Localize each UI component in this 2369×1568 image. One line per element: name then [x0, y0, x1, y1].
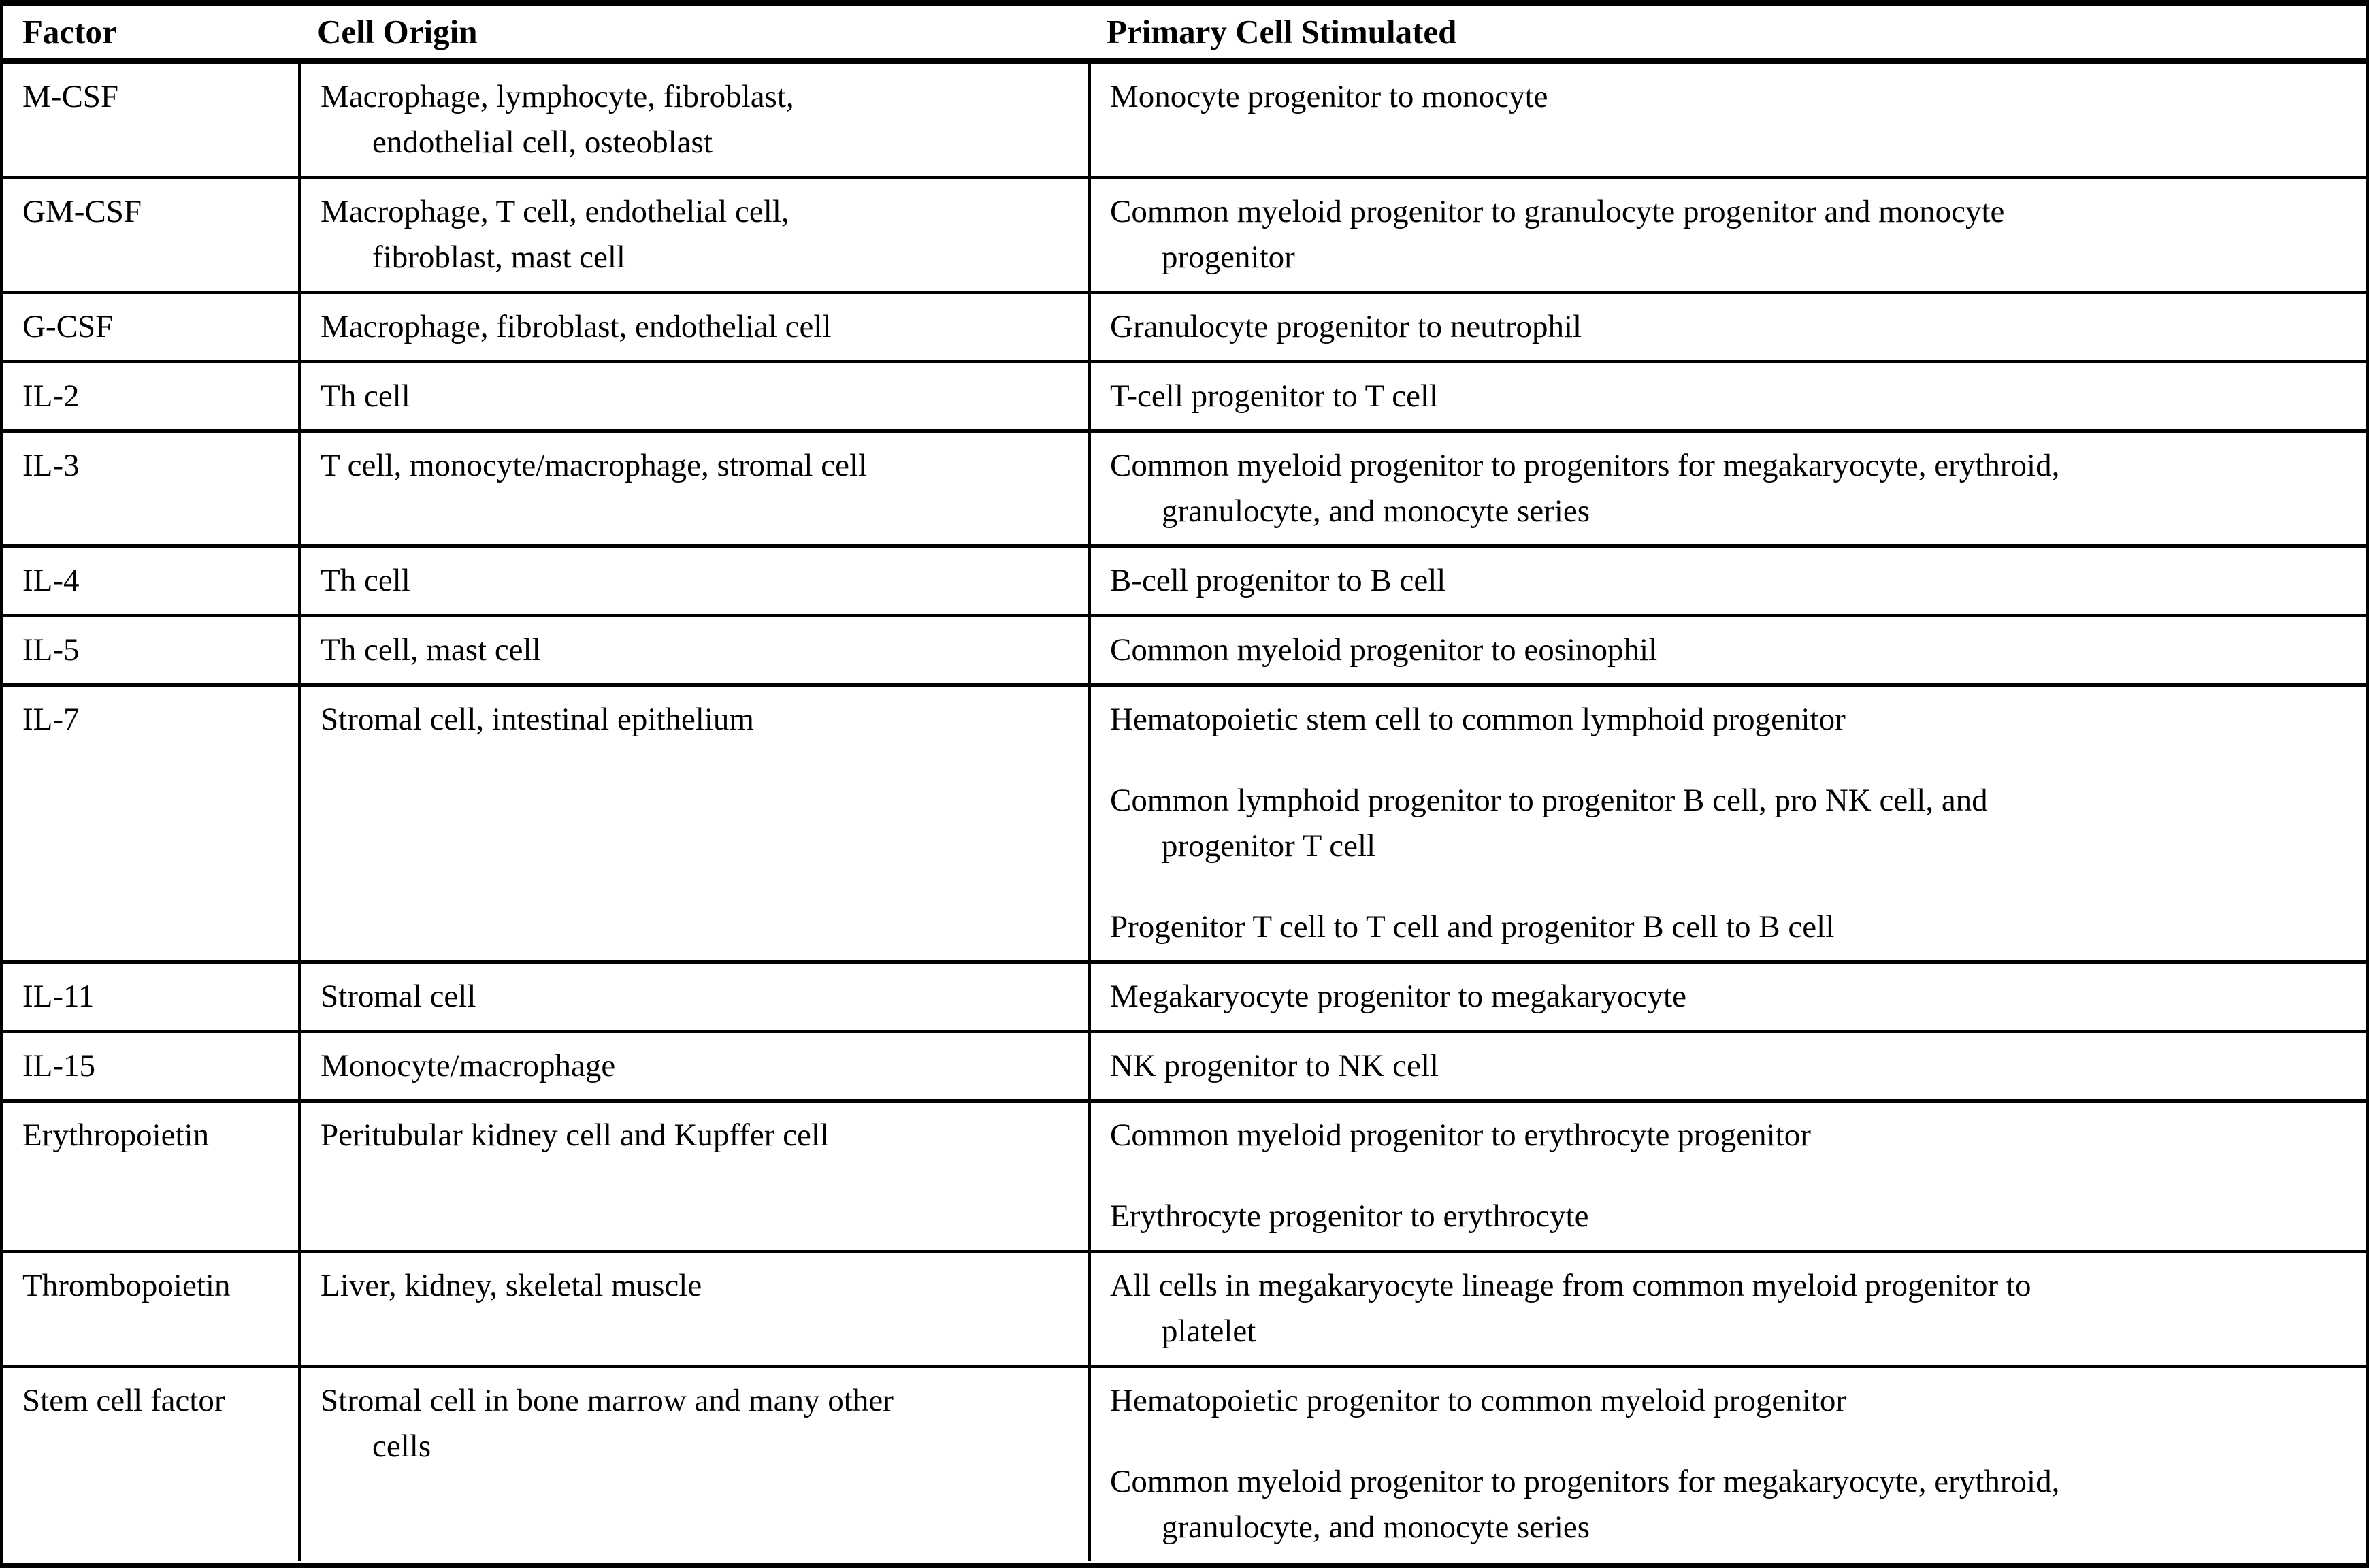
text-line: granulocyte, and monocyte series — [1162, 493, 1590, 529]
paragraph — [1110, 1263, 2352, 1354]
text-line: Liver, kidney, skeletal muscle — [321, 1268, 702, 1303]
text-line: T cell, monocyte/macrophage, stromal cell — [321, 448, 868, 483]
cell-origin-cell — [298, 1033, 1088, 1099]
table-row — [3, 1365, 2366, 1561]
paragraph — [1110, 1113, 2352, 1158]
cell-origin-cell — [298, 294, 1088, 360]
column-header-cell-origin: Cell Origin — [317, 13, 478, 50]
text-line: progenitor T cell — [1162, 828, 1376, 864]
factor-cell: IL-7 — [22, 702, 80, 737]
paragraph — [1110, 189, 2352, 280]
primary-cell-stimulated-cell — [1088, 64, 2366, 176]
text-line: Common myeloid progenitor to progenitors for megakaryocyte, erythroid, — [1110, 448, 2060, 483]
table-row — [3, 1099, 2366, 1250]
paragraph — [321, 1113, 1074, 1158]
factor-cell: Thrombopoietin — [22, 1268, 231, 1303]
factor-cell: IL-3 — [22, 448, 80, 483]
text-line: Progenitor T cell to T cell and progenitor B cell to B cell — [1110, 909, 1835, 945]
text-line: Stromal cell — [321, 979, 476, 1014]
paragraph — [321, 1263, 1074, 1309]
factor-cell: IL-15 — [22, 1048, 96, 1083]
text-line: granulocyte, and monocyte series — [1162, 1509, 1590, 1545]
text-line: Macrophage, T cell, endothelial cell, — [321, 194, 789, 229]
table-body — [3, 64, 2366, 1561]
cell-origin-cell — [298, 617, 1088, 683]
cell-origin-cell — [298, 687, 1088, 960]
text-line: Megakaryocyte progenitor to megakaryocyte — [1110, 979, 1686, 1014]
text-line: progenitor — [1162, 240, 1295, 275]
text-line: NK progenitor to NK cell — [1110, 1048, 1439, 1083]
factor-cell: IL-5 — [22, 632, 80, 668]
paragraph — [1110, 904, 2352, 950]
primary-cell-stimulated-cell — [1088, 617, 2366, 683]
text-line: Granulocyte progenitor to neutrophil — [1110, 309, 1582, 344]
text-line: Common myeloid progenitor to erythrocyte progenitor — [1110, 1117, 1811, 1153]
table-row — [3, 291, 2366, 360]
primary-cell-stimulated-cell — [1088, 687, 2366, 960]
paragraph — [1110, 1043, 2352, 1089]
primary-cell-stimulated-cell — [1088, 964, 2366, 1030]
primary-cell-stimulated-cell — [1088, 179, 2366, 291]
cell-origin-cell — [298, 548, 1088, 614]
text-line: cells — [372, 1428, 431, 1464]
paragraph — [321, 374, 1074, 419]
paragraph — [1110, 1459, 2352, 1550]
paragraph — [1110, 627, 2352, 673]
text-line: fibroblast, mast cell — [372, 240, 625, 275]
primary-cell-stimulated-cell — [1088, 1102, 2366, 1250]
text-line: Stromal cell in bone marrow and many other — [321, 1383, 894, 1418]
factor-cell: IL-2 — [22, 378, 80, 414]
text-line: Hematopoietic progenitor to common myeloid progenitor — [1110, 1383, 1847, 1418]
paragraph — [321, 974, 1074, 1019]
table-row — [3, 614, 2366, 683]
cell-origin-cell — [298, 433, 1088, 544]
factor-cell: Stem cell factor — [22, 1383, 225, 1418]
text-line: All cells in megakaryocyte lineage from common myeloid progenitor to — [1110, 1268, 2031, 1303]
column-header-primary-cell-stimulated: Primary Cell Stimulated — [1107, 13, 1457, 50]
text-line: T-cell progenitor to T cell — [1110, 378, 1439, 414]
text-line: B-cell progenitor to B cell — [1110, 563, 1446, 598]
factor-cell: IL-4 — [22, 563, 80, 598]
table-row — [3, 176, 2366, 291]
table-row — [3, 960, 2366, 1030]
factor-cell: G-CSF — [22, 309, 114, 344]
paragraph — [1110, 1378, 2352, 1424]
cell-origin-cell — [298, 64, 1088, 176]
paragraph — [321, 443, 1074, 489]
text-line: endothelial cell, osteoblast — [372, 125, 713, 160]
table-row — [3, 1250, 2366, 1365]
paragraph — [1110, 1194, 2352, 1239]
paragraph — [321, 74, 1074, 165]
text-line: Erythrocyte progenitor to erythrocyte — [1110, 1198, 1589, 1234]
text-line: Macrophage, fibroblast, endothelial cell — [321, 309, 832, 344]
factor-cell: Erythropoietin — [22, 1117, 210, 1153]
primary-cell-stimulated-cell — [1088, 548, 2366, 614]
text-line: Macrophage, lymphocyte, fibroblast, — [321, 79, 794, 114]
table-row — [3, 544, 2366, 614]
paragraph — [321, 627, 1074, 673]
text-line: Th cell, mast cell — [321, 632, 541, 668]
primary-cell-stimulated-cell — [1088, 1368, 2366, 1561]
table-row — [3, 64, 2366, 176]
cell-origin-cell — [298, 363, 1088, 429]
text-line: Monocyte progenitor to monocyte — [1110, 79, 1548, 114]
text-line: Common lymphoid progenitor to progenitor B cell, pro NK cell, and — [1110, 783, 1988, 818]
paragraph — [1110, 374, 2352, 419]
text-line: Stromal cell, intestinal epithelium — [321, 702, 754, 737]
paragraph — [1110, 778, 2352, 869]
text-line: platelet — [1162, 1313, 1256, 1349]
table-row — [3, 429, 2366, 544]
paragraph — [321, 1043, 1074, 1089]
text-line: Th cell — [321, 378, 410, 414]
paragraph — [1110, 443, 2352, 534]
paragraph — [1110, 558, 2352, 604]
primary-cell-stimulated-cell — [1088, 363, 2366, 429]
text-line: Hematopoietic stem cell to common lymphoid progenitor — [1110, 702, 1846, 737]
factor-cell: IL-11 — [22, 979, 95, 1014]
text-line: Common myeloid progenitor to eosinophil — [1110, 632, 1658, 668]
text-line: Peritubular kidney cell and Kupffer cell — [321, 1117, 829, 1153]
text-line: Th cell — [321, 563, 410, 598]
cell-origin-cell — [298, 1102, 1088, 1250]
factor-cell: M-CSF — [22, 79, 119, 114]
primary-cell-stimulated-cell — [1088, 1253, 2366, 1365]
text-line: Common myeloid progenitor to progenitors for megakaryocyte, erythroid, — [1110, 1464, 2060, 1499]
paragraph — [1110, 974, 2352, 1019]
text-line: Monocyte/macrophage — [321, 1048, 616, 1083]
paragraph — [321, 189, 1074, 280]
cell-origin-cell — [298, 1368, 1088, 1561]
paragraph — [1110, 304, 2352, 350]
paragraph — [321, 558, 1074, 604]
paragraph — [321, 697, 1074, 742]
paragraph — [321, 304, 1074, 350]
table-row — [3, 683, 2366, 960]
paragraph — [1110, 697, 2352, 742]
table-row — [3, 1030, 2366, 1099]
cell-origin-cell — [298, 1253, 1088, 1365]
table-header-row — [3, 6, 2366, 64]
cell-origin-cell — [298, 964, 1088, 1030]
factor-cell: GM-CSF — [22, 194, 142, 229]
cell-origin-cell — [298, 179, 1088, 291]
text-line: Common myeloid progenitor to granulocyte progenitor and monocyte — [1110, 194, 2005, 229]
primary-cell-stimulated-cell — [1088, 294, 2366, 360]
column-header-factor: Factor — [22, 13, 117, 50]
primary-cell-stimulated-cell — [1088, 433, 2366, 544]
primary-cell-stimulated-cell — [1088, 1033, 2366, 1099]
paragraph — [1110, 74, 2352, 120]
paragraph — [321, 1378, 1074, 1469]
table-row — [3, 360, 2366, 429]
